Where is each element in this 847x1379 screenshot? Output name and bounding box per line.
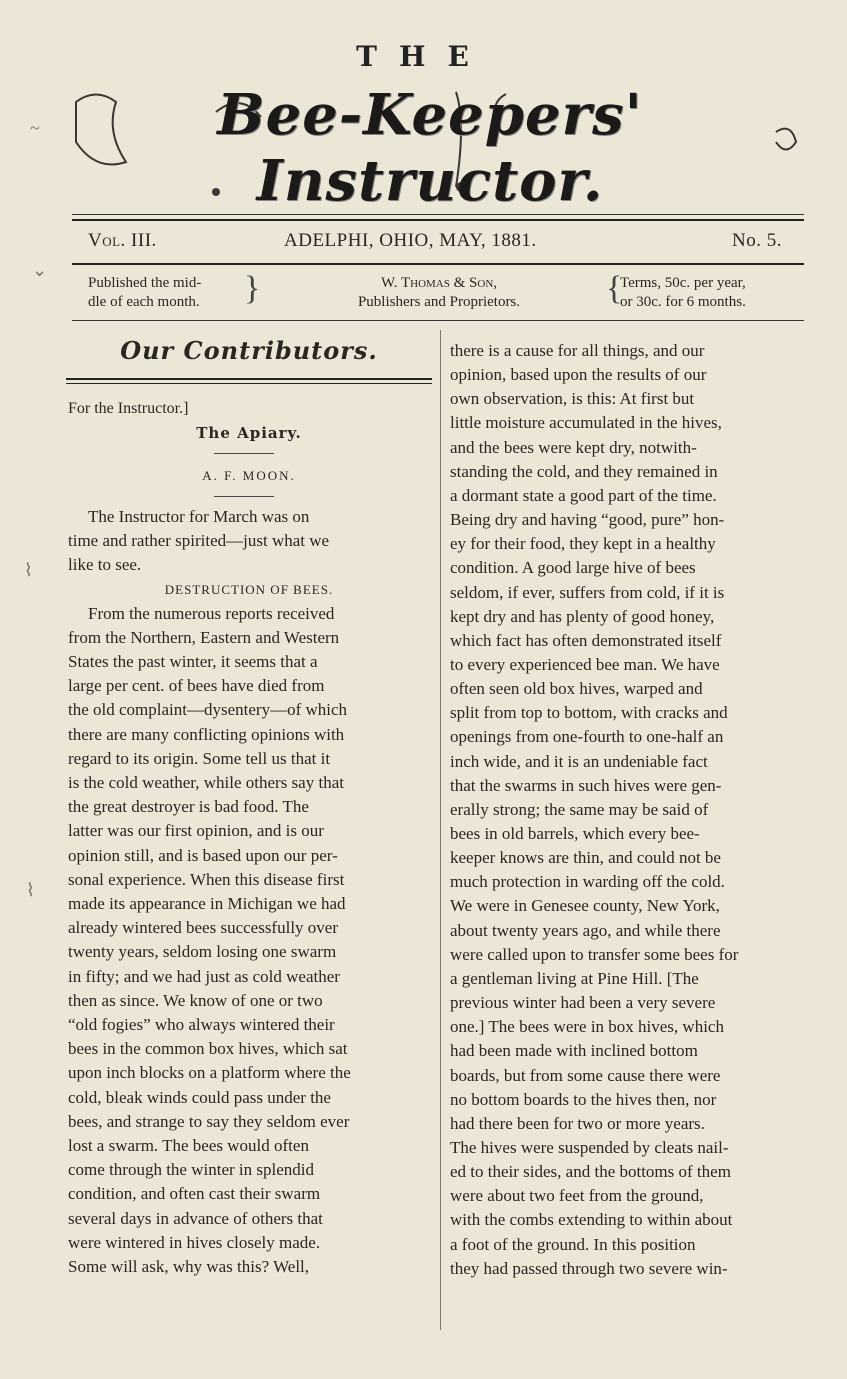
terms-block [620,274,746,312]
body-line: The hives were suspended by cleats nail- [450,1137,729,1157]
body-line: “old fogies” who always wintered their [68,1015,335,1034]
header-bottom-rule [72,320,804,321]
body-line: that the swarms in such hives were gen- [450,775,722,795]
body-line: Being dry and having “good, pure” hon- [450,510,725,530]
publisher-block [324,274,554,312]
issue-number: No. 5. [732,230,782,251]
body-line: condition, and often cast their swarm [68,1184,321,1204]
body-line: split from top to bottom, with cracks and [450,703,728,723]
body-line: sonal experience. When this disease first [68,869,345,889]
body-line: already wintered bees successfully over [68,918,338,938]
body-line: like to see. [68,555,142,575]
article-title: The Apiary. [196,424,302,442]
body-line: were wintered in hives closely made. [68,1232,321,1252]
body-line: to every experienced bee man. We have [450,654,720,674]
body-line: and the bees were kept dry, notwith- [450,437,697,457]
body-line: ed to their sides, and the bottoms of them [450,1162,731,1182]
article-subhead: DESTRUCTION OF BEES. [164,582,334,597]
body-line: standing the cold, and they remained in [450,461,718,481]
body-line: cold, bleak winds could pass under the [68,1087,331,1107]
body-line: a foot of the ground. In this position [450,1234,696,1254]
body-line: keeper knows are thin, and could not be [450,848,721,868]
body-line: ey for their food, they kept in a healthy [450,534,716,554]
body-line: seldom, if ever, suffers from cold, if it is [450,582,725,602]
body-line: several days in advance of others that [68,1208,323,1228]
masthead-the: THE [356,40,491,73]
body-line: a gentleman living at Pine Hill. [The [450,968,699,988]
author-rule [214,496,274,497]
body-line: about twenty years ago, and while there [450,920,721,940]
body-line: often seen old box hives, warped and [450,679,703,699]
margin-ornament-icon: ⌄ [32,260,48,280]
issue-line [88,230,790,258]
body-line: previous winter had been a very severe [450,993,716,1013]
body-line: latter was our first opinion, and is our [68,821,324,841]
body-line: opinion, based upon the results of our [450,365,707,385]
publisher-line: Publishers and Proprietors. [357,294,521,310]
body-line: own observation, is this: At first but [450,389,695,409]
article-credit: For the Instructor.] [68,400,189,417]
body-line: inch wide, and it is an undeniable fact [450,751,708,771]
body-line: condition. A good large hive of bees [450,558,696,578]
body-line: little moisture accumulated in the hives, [450,413,722,433]
body-line: boards, but from some cause there were [450,1065,721,1085]
body-line: made its appearance in Michigan we had [68,894,346,913]
body-line: there are many conflicting opinions with [68,724,345,744]
masthead-title: Bee-Keepers' Instructor. [217,82,643,214]
body-line: come through the winter in splendid [68,1160,314,1180]
body-line: erally strong; the same may be said of [450,799,709,819]
body-line: time and rather spirited—just what we [68,531,330,551]
publisher-line: W. Thomas & Son, [380,275,498,291]
masthead-rule-thick [72,219,804,221]
body-line: twenty years, seldom losing one swarm [68,942,337,962]
body-line: in fifty; and we had just as cold weather [68,966,340,986]
body-line: the great destroyer is bad food. The [68,797,309,817]
body-line: had been made with inclined bottom [450,1041,698,1061]
body-line: regard to its origin. Some tell us that it [68,748,331,768]
schedule-block [88,274,201,312]
schedule-line: dle of each month. [88,294,200,310]
body-line: which fact has often demonstrated itself [450,630,722,650]
body-line: a dormant state a good part of the time. [450,485,717,505]
body-line: States the past winter, it seems that a [68,652,318,671]
body-line: We were in Genesee county, New York, [450,896,720,916]
left-brace-icon: { [606,270,623,307]
margin-ornament-icon: ⌇ [24,560,33,580]
body-line: the old complaint—dysentery—of which [68,700,348,720]
margin-ornament-icon: ⌇ [26,880,35,900]
body-line: no bottom boards to the hives then, nor [450,1089,717,1109]
schedule-line: Published the mid- [88,275,202,291]
body-line: one.] The bees were in box hives, which [450,1017,724,1037]
body-line: opinion still, and is based upon our per- [68,845,338,865]
body-line: The Instructor for March was on [88,507,310,526]
body-line: from the Northern, Eastern and Western [68,627,340,647]
right-brace-icon: } [244,270,261,307]
body-line: there is a cause for all things, and our [450,341,705,360]
body-line: kept dry and has plenty of good honey, [450,606,715,626]
volume-label: Vol. III. [88,230,157,251]
body-line: From the numerous reports received [88,603,335,623]
body-line: Some will ask, why was this? Well, [68,1257,310,1276]
body-line: lost a swarm. The bees would often [68,1136,309,1155]
body-line: bees, and strange to say they seldom ever [68,1111,350,1131]
body-line: bees in the common box hives, which sat [68,1039,348,1059]
body-line: they had passed through two severe win- [450,1258,728,1278]
body-line: much protection in warding off the cold. [450,872,725,892]
article-author: A. F. MOON. [202,468,296,483]
department-title: Our Contributors. [120,336,378,365]
body-line: bees in old barrels, which every bee- [450,824,700,843]
body-line: is the cold weather, while others say that [68,773,344,792]
terms-line: Terms, 50c. per year, [620,275,746,291]
department-rule [66,378,432,380]
body-line: were about two feet from the ground, [450,1186,704,1206]
department-rule-thin [66,383,432,384]
terms-line: or 30c. for 6 months. [620,294,746,310]
body-line: large per cent. of bees have died from [68,676,325,696]
body-line: upon inch blocks on a platform where the [68,1063,351,1083]
masthead-rule [72,214,804,215]
place-date: ADELPHI, OHIO, MAY, 1881. [284,230,537,251]
column-divider [440,330,441,1330]
issue-rule [72,263,804,265]
body-line: then as since. We know of one or two [68,990,323,1010]
body-line: with the combs extending to within about [450,1210,733,1230]
margin-ornament-icon: ~ [30,118,40,138]
title-rule [214,453,274,454]
body-line: openings from one-fourth to one-half an [450,727,724,747]
body-line: were called upon to transfer some bees for [450,944,739,964]
body-line: had there been for two or more years. [450,1113,705,1133]
